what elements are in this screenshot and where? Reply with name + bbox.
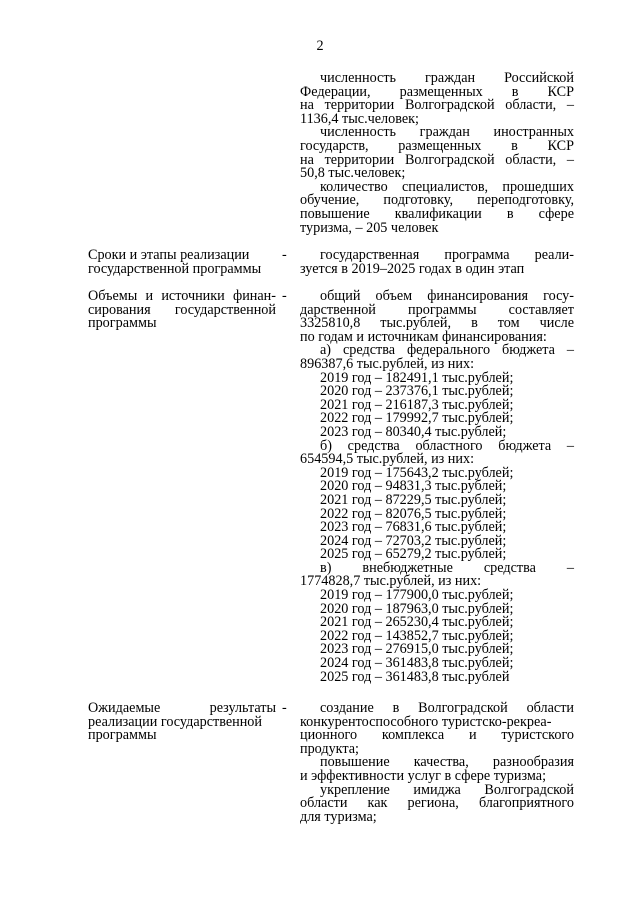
funding-source-federal: а) средства федерального бюджета – 896387,6 тыс.рублей, из них: 2019 год – 182491,1 тыс.рублей; 2020 год – 237376,1 тыс.рублей; 2021 год – 216187,3 тыс.рублей; 2022 год – 179992,7 тыс.рублей; 2023 год – 80340,4 тыс.рублей; bbox=[300, 342, 574, 440]
row-label: Сроки и этапы реализации государственной программы bbox=[88, 247, 262, 277]
result-item: укрепление имиджа Волгоградской области как региона, благоприятного для туризма; bbox=[300, 781, 574, 825]
targets-list bbox=[300, 72, 574, 235]
year-line: 2019 год – 182491,1 тыс.рублей; bbox=[320, 369, 514, 386]
result-item: повышение качества, разнообразия и эффективности услуг в сфере туризма; bbox=[300, 754, 574, 784]
target-first-line: численность граждан Российской bbox=[320, 70, 574, 86]
year-line: 2020 год – 187963,0 тыс.рублей; bbox=[320, 600, 514, 617]
year-line: 2021 год – 87229,5 тыс.рублей; bbox=[320, 491, 507, 508]
target-item: численность граждан иностранных государств, размещенных в КСР на территории Волгоградской области, – 50,8 тыс.человек; bbox=[300, 124, 574, 182]
year-line: 2022 год – 179992,7 тыс.рублей; bbox=[320, 410, 514, 427]
year-line: 2021 год – 265230,4 тыс.рублей; bbox=[320, 614, 514, 631]
row-value bbox=[300, 702, 574, 824]
result-item: создание в Волгоградской области конкурентоспособного туристско-рекреа- ционного комплекса и туристского продукта; bbox=[300, 700, 574, 757]
year-line: 2023 год – 276915,0 тыс.рублей; bbox=[320, 641, 514, 658]
funding-source-extrabudgetary: в) внебюджетные средства – 1774828,7 тыс.рублей, из них: 2019 год – 177900,0 тыс.рублей; 2020 год – 187963,0 тыс.рублей; 2021 год – 265230,4 тыс.рублей; 2022 год – 143852,7 тыс.рублей; 2023 год – 276915,0 тыс.рублей; 2024 год – 361483,8 тыс.рублей; 2025 год – 361483,8 тыс.рублей bbox=[300, 559, 574, 685]
year-line: 2022 год – 143852,7 тыс.рублей; bbox=[320, 627, 514, 644]
page-number: 2 bbox=[316, 38, 324, 54]
year-line: 2021 год – 216187,3 тыс.рублей; bbox=[320, 396, 514, 413]
year-line: 2025 год – 361483,8 тыс.рублей bbox=[320, 668, 510, 685]
row-dash: - bbox=[282, 700, 287, 716]
row-label: Ожидаемые результаты реализации государственной программы bbox=[88, 700, 276, 744]
year-line: 2024 год – 72703,2 тыс.рублей; bbox=[320, 532, 507, 549]
year-line: 2019 год – 175643,2 тыс.рублей; bbox=[320, 464, 514, 481]
year-line: 2023 год – 76831,6 тыс.рублей; bbox=[320, 519, 507, 536]
year-line: 2024 год – 361483,8 тыс.рублей; bbox=[320, 655, 514, 672]
year-line: 2022 год – 82076,5 тыс.рублей; bbox=[320, 505, 507, 522]
target-item: количество специалистов, прошедших обучение, подготовку, переподготовку, повышение квалификации в сфере туризма, – 205 человек bbox=[300, 178, 574, 236]
row-dash: - bbox=[282, 247, 287, 263]
year-line: 2020 год – 237376,1 тыс.рублей; bbox=[320, 383, 514, 400]
funding-source-regional: б) средства областного бюджета – 654594,5 тыс.рублей, из них: 2019 год – 175643,2 тыс.рублей; 2020 год – 94831,3 тыс.рублей; 2021 год – 87229,5 тыс.рублей; 2022 год – 82076,5 тыс.рублей; 2023 год – 76831,6 тыс.рублей; 2024 год – 72703,2 тыс.рублей; 2025 год – 65279,2 тыс.рублей; bbox=[300, 437, 574, 563]
year-line: 2019 год – 177900,0 тыс.рублей; bbox=[320, 587, 514, 604]
target-item: численность граждан Российской Федерации, размещенных в КСР на территории Волгоградской области, – 1136,4 тыс.человек; bbox=[300, 70, 574, 127]
row-value: государственная программа реали- зуется в 2019–2025 годах в один этап bbox=[300, 247, 574, 277]
row-label: Объемы и источники финан- сирования государственной программы bbox=[88, 288, 276, 332]
year-line: 2023 год – 80340,4 тыс.рублей; bbox=[320, 423, 507, 440]
year-line: 2025 год – 65279,2 тыс.рублей; bbox=[320, 546, 507, 563]
row-value: общий объем финансирования госу- дарственной программы составляет 3325810,8 тыс.рублей, в том числе по годам и источникам финансирования: а) средства федерального бюджета – 896387,6 тыс.рублей, из них: 2019 год – 182491,1 тыс.рублей; 2020 год – 237376,1 тыс.рублей; 2021 год – 216187,3 тыс.рублей; 2022 год – 179992,7 тыс.рублей; 2023 год – 80340,4 тыс.рублей; б) средства областного бюджета – 654594,5 тыс.рублей, из них: 2019 год – 175643,2 тыс.рублей; 2020 год – 94831,3 тыс.рублей; 2021 год – 87229,5 тыс.рублей; 2022 год – 82076,5 тыс.рублей; 2023 год – 76831,6 тыс.рублей; 2024 год – 72703,2 тыс.рублей; 2025 год – 65279,2 тыс.рублей; в) внебюджетные средства – 1774828,7 тыс.рублей, из них: 2019 год – 177900,0 тыс.рублей; 2020 год – 187963,0 тыс.рублей; 2021 год – 265230,4 тыс.рублей; 2022 год – 143852,7 тыс.рублей; 2023 год – 276915,0 тыс.рублей; 2024 год – 361483,8 тыс.рублей; 2025 год – 361483,8 тыс.рублей bbox=[300, 288, 574, 685]
year-line: 2020 год – 94831,3 тыс.рублей; bbox=[320, 478, 507, 495]
row-dash: - bbox=[282, 288, 287, 304]
